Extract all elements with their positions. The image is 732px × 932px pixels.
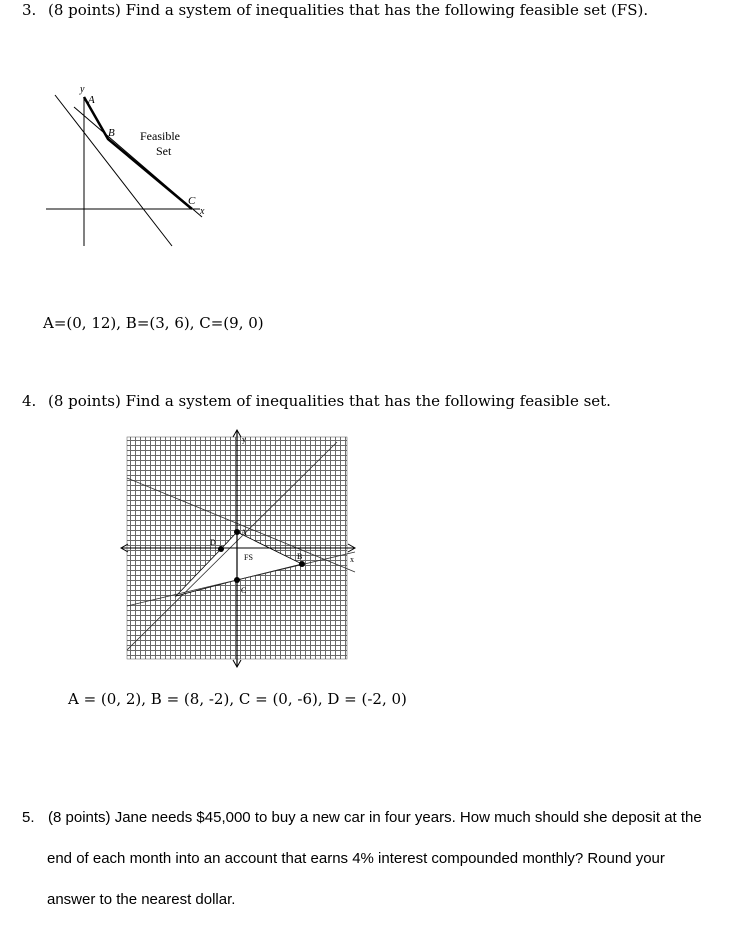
question-3-coords: A=(0, 12), B=(3, 6), C=(9, 0) (43, 314, 264, 332)
q3-point-a-label: A (88, 94, 95, 106)
question-5 (22, 809, 702, 826)
q4-point-b-label: B (297, 552, 303, 561)
q3-fs-label-line2: Set (156, 144, 172, 158)
q4-axis-x-label: x (350, 555, 354, 564)
q4-point-a (234, 529, 240, 535)
q3-steep-line (55, 95, 172, 246)
question-4 (22, 392, 611, 410)
q3-point-c-label: C (188, 195, 196, 207)
q4-fs-label: FS (244, 553, 253, 562)
q4-axis-y-label: y (242, 435, 246, 444)
question-5-line3: answer to the nearest dollar. (47, 891, 236, 908)
q3-axis-y-label: y (80, 84, 85, 95)
q4-point-c (234, 577, 240, 583)
question-4-number: 4. (22, 392, 37, 410)
q4-feasible-set-figure (0, 420, 732, 680)
question-5-number: 5. (22, 809, 35, 826)
question-4-coords: A = (0, 2), B = (8, -2), C = (0, -6), D = (-2, 0) (68, 690, 407, 708)
question-3-number: 3. (22, 1, 37, 19)
q4-point-a-label: A (241, 528, 247, 537)
q4-point-c-label: C (241, 586, 247, 595)
q3-point-b-label: B (108, 127, 115, 139)
q4-point-d (218, 546, 224, 552)
question-5-line2: end of each month into an account that earns 4% interest compounded monthly? Round your (47, 850, 665, 867)
question-4-text: (8 points) Find a system of inequalities that has the following feasible set. (48, 392, 611, 410)
q4-point-b (299, 561, 305, 567)
q3-feasible-set-figure (0, 0, 732, 260)
q4-point-d-label: D (210, 538, 216, 547)
question-5-line1: (8 points) Jane needs $45,000 to buy a new car in four years. How much should she deposit at the (48, 809, 702, 826)
q3-fs-label-line1: Feasible (140, 129, 180, 143)
question-3-text: (8 points) Find a system of inequalities that has the following feasible set (FS). (48, 1, 649, 19)
q3-axis-x-label: x (200, 206, 205, 217)
